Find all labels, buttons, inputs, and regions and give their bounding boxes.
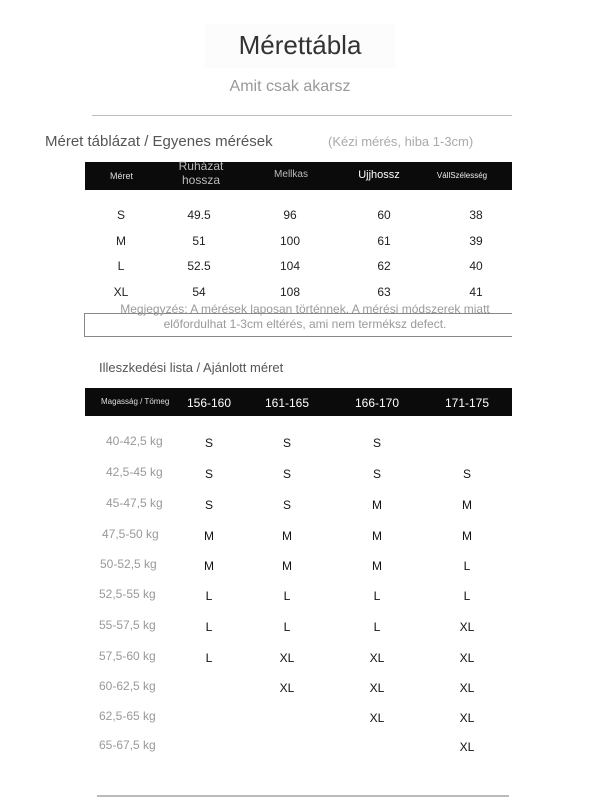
recommended-size-cell: S	[204, 467, 213, 481]
weight-label: 60-62,5 kg	[99, 679, 156, 693]
weight-label: 57,5-60 kg	[99, 649, 156, 663]
recommended-size-cell: M	[372, 529, 382, 543]
recommended-size-cell: S	[282, 467, 291, 481]
cell-sleeve: 62	[377, 259, 391, 273]
recommended-size-cell: M	[372, 559, 382, 573]
page-subtitle: Amit csak akarsz	[229, 78, 351, 95]
recommended-size-cell: L	[373, 620, 381, 634]
weight-label: 45-47,5 kg	[106, 496, 163, 510]
cell-length: 49.5	[187, 208, 211, 222]
weight-label: 40-42,5 kg	[106, 434, 163, 448]
cell-size: L	[117, 259, 125, 273]
height-column-header: 166-170	[354, 396, 400, 410]
cell-sleeve: 63	[377, 285, 391, 299]
cell-chest: 108	[279, 285, 301, 299]
corner-label: Magasság / Tömeg	[101, 397, 170, 406]
weight-label: 52,5-55 kg	[99, 587, 156, 601]
recommended-size-cell: XL	[279, 681, 295, 695]
weight-label: 50-52,5 kg	[100, 557, 157, 571]
divider-top	[92, 115, 512, 116]
recommended-size-cell: M	[204, 529, 214, 543]
recommended-size-cell: S	[462, 467, 471, 481]
remark-text: Megjegyzés: A mérések laposan történnek. A mérési módszerek miatt előfordulhat 1-3cm eltérés, ami nem terméksz defect.	[120, 302, 490, 331]
column-header-chest: Mellkas	[274, 169, 308, 180]
cell-length: 51	[192, 234, 206, 248]
cell-shoulder: 38	[469, 208, 483, 222]
weight-label: 65-67,5 kg	[99, 738, 156, 752]
recommended-size-cell: XL	[459, 681, 475, 695]
weight-label: 47,5-50 kg	[102, 527, 159, 541]
divider-bottom	[97, 795, 509, 797]
measure-section-title: Méret táblázat / Egyenes mérések	[45, 133, 273, 150]
recommended-size-cell: S	[204, 498, 213, 512]
recommended-size-cell: L	[463, 589, 471, 603]
recommended-size-cell: L	[283, 589, 291, 603]
recommended-size-cell: L	[205, 651, 213, 665]
recommended-size-cell: M	[282, 529, 292, 543]
recommended-size-cell: S	[282, 436, 291, 450]
recommended-size-cell: S	[372, 467, 381, 481]
column-header-shoulder: VállSzélesség	[436, 171, 488, 180]
fit-table-header	[85, 388, 512, 416]
recommended-size-cell: S	[204, 436, 213, 450]
cell-sleeve: 60	[377, 208, 391, 222]
recommended-size-cell: XL	[459, 711, 475, 725]
cell-chest: 100	[279, 234, 301, 248]
weight-label: 42,5-45 kg	[106, 465, 163, 479]
height-column-header: 161-165	[264, 396, 310, 410]
cell-length: 52.5	[187, 259, 211, 273]
measure-section-note: (Kézi mérés, hiba 1-3cm)	[328, 134, 474, 149]
recommended-size-cell: XL	[369, 711, 385, 725]
recommended-size-cell: XL	[369, 681, 385, 695]
height-column-header: 156-160	[186, 396, 232, 410]
cell-chest: 96	[283, 208, 297, 222]
cell-sleeve: 61	[377, 234, 391, 248]
cell-chest: 104	[279, 259, 301, 273]
recommended-size-cell: XL	[459, 740, 475, 754]
cell-length: 54	[192, 285, 206, 299]
recommended-size-cell: L	[373, 589, 381, 603]
recommended-size-cell: XL	[369, 651, 385, 665]
page-title: Mérettábla	[205, 24, 395, 68]
recommended-size-cell: S	[282, 498, 291, 512]
recommended-size-cell: M	[282, 559, 292, 573]
recommended-size-cell: L	[463, 559, 471, 573]
recommended-size-cell: M	[462, 498, 472, 512]
recommended-size-cell: M	[204, 559, 214, 573]
height-column-header: 171-175	[444, 396, 490, 410]
fit-section-title: Illeszkedési lista / Ajánlott méret	[99, 360, 284, 375]
cell-shoulder: 40	[469, 259, 483, 273]
recommended-size-cell: M	[372, 498, 382, 512]
recommended-size-cell: L	[283, 620, 291, 634]
recommended-size-cell: XL	[459, 651, 475, 665]
recommended-size-cell: M	[462, 529, 472, 543]
weight-label: 55-57,5 kg	[99, 618, 156, 632]
recommended-size-cell: L	[205, 589, 213, 603]
recommended-size-cell: L	[205, 620, 213, 634]
cell-size: S	[116, 208, 125, 222]
weight-label: 62,5-65 kg	[99, 709, 156, 723]
column-header-sleeve: Ujjhossz	[358, 169, 400, 181]
cell-size: XL	[113, 285, 129, 299]
cell-shoulder: 41	[469, 285, 483, 299]
column-header-size: Méret	[109, 171, 133, 181]
size-table-header	[85, 159, 512, 190]
column-header-length: Ruházat hossza	[178, 159, 224, 187]
recommended-size-cell: XL	[459, 620, 475, 634]
recommended-size-cell: S	[372, 436, 381, 450]
recommended-size-cell: XL	[279, 651, 295, 665]
cell-size: M	[116, 234, 126, 248]
cell-shoulder: 39	[469, 234, 483, 248]
